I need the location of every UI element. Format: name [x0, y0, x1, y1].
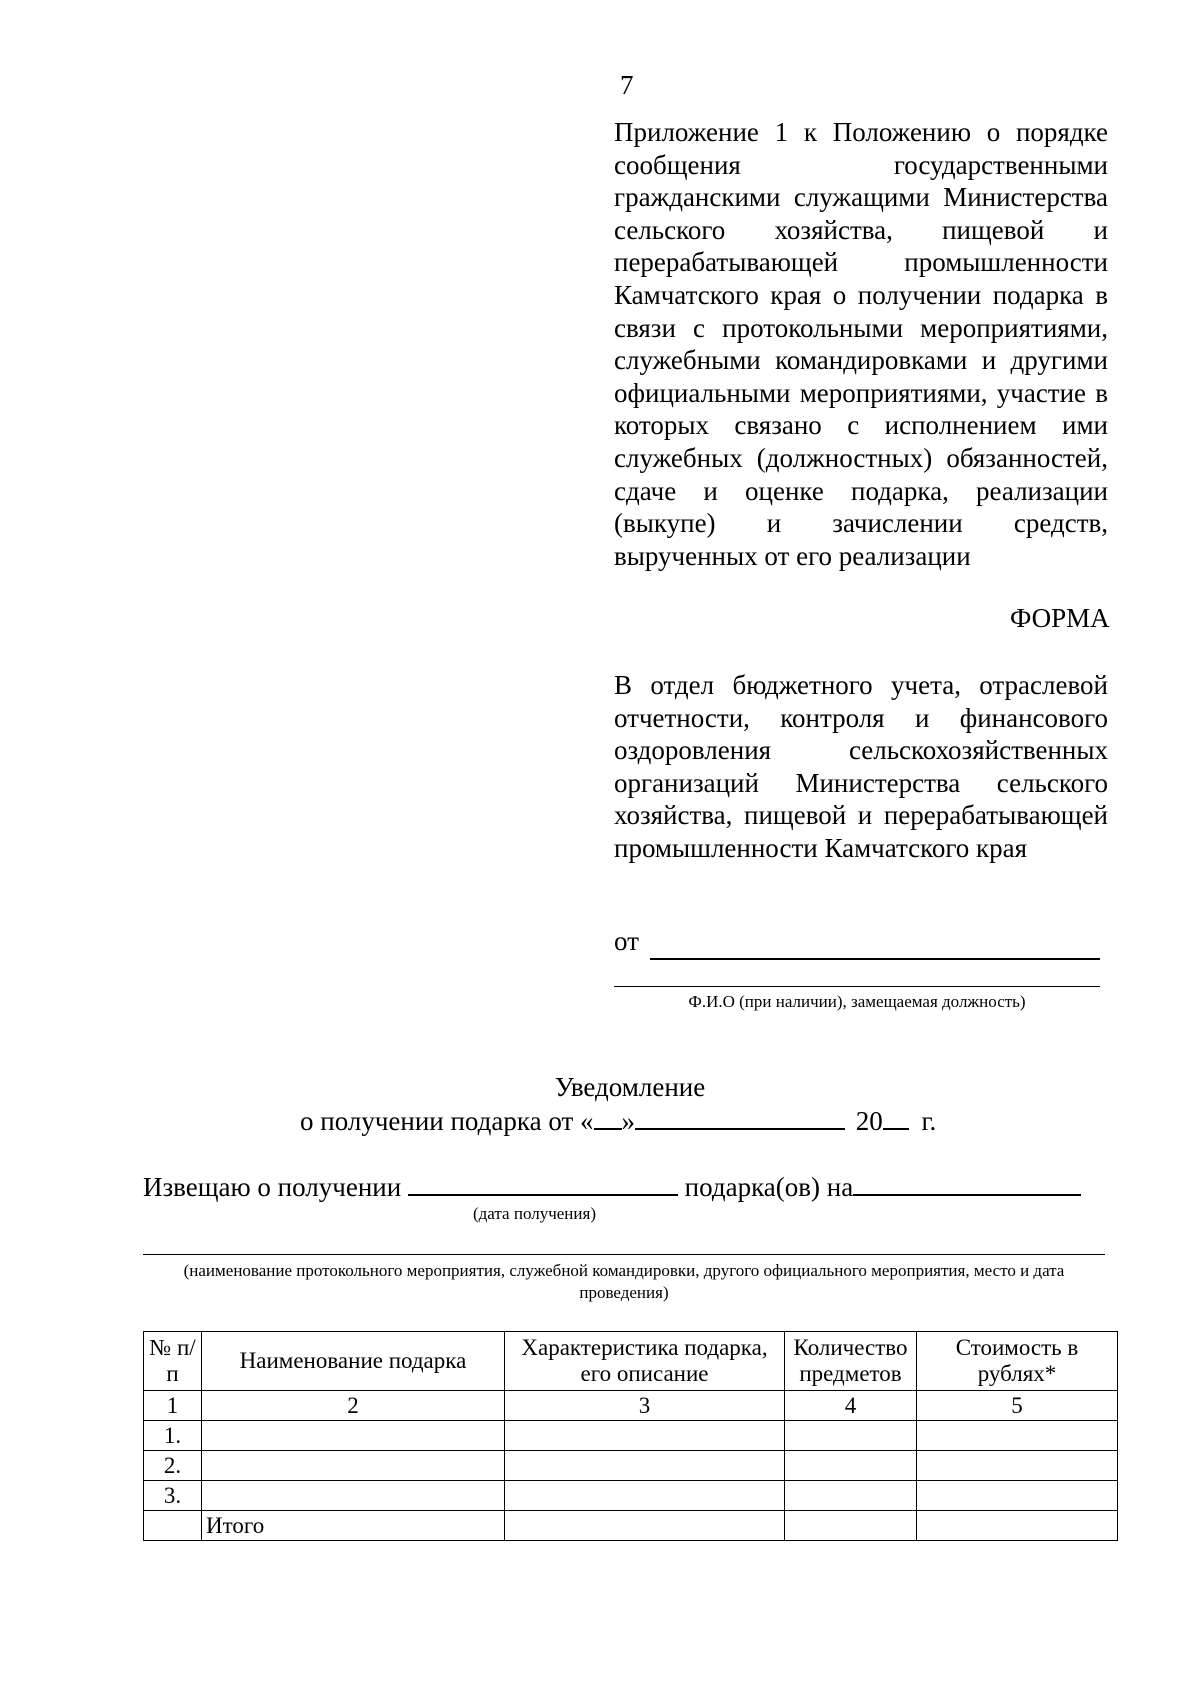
column-number: 1 — [144, 1391, 202, 1421]
event-caption: (наименование протокольного мероприятия, служебной командировки, другого официального мероприятия, место и дата проведения) — [183, 1261, 1065, 1302]
report-middle: подарка(ов) на — [684, 1172, 854, 1202]
table-row — [144, 1451, 1118, 1481]
total-description-cell[interactable] — [505, 1511, 785, 1541]
report-line — [143, 1172, 1081, 1203]
cost-cell[interactable] — [917, 1451, 1118, 1481]
row-number: 1. — [144, 1421, 202, 1451]
table-row — [144, 1481, 1118, 1511]
addressee-block: В отдел бюджетного учета, отраслевой отчетности, контроля и финансового оздоровления сельскохозяйственных организаций Министерства сельского хозяйства, пищевой и перерабатывающей промышленности Камчатского края — [614, 670, 1108, 863]
gift-name-cell[interactable] — [202, 1421, 505, 1451]
event-name-field[interactable] — [143, 1254, 1105, 1255]
event-field[interactable] — [853, 1172, 1081, 1196]
total-number-cell — [144, 1511, 202, 1541]
quantity-cell[interactable] — [785, 1481, 917, 1511]
from-field[interactable] — [650, 958, 1100, 960]
row-number: 3. — [144, 1481, 202, 1511]
quantity-cell[interactable] — [785, 1451, 917, 1481]
description-cell[interactable] — [505, 1481, 785, 1511]
gift-table — [143, 1331, 1118, 1541]
notice-title: Уведомление — [554, 1072, 706, 1102]
subtitle-year: 20 — [855, 1106, 883, 1136]
form-label: ФОРМА — [1010, 603, 1110, 633]
total-quantity-cell[interactable] — [785, 1511, 917, 1541]
total-cost-cell[interactable] — [917, 1511, 1118, 1541]
quantity-cell[interactable] — [785, 1421, 917, 1451]
cost-cell[interactable] — [917, 1421, 1118, 1451]
description-cell[interactable] — [505, 1451, 785, 1481]
column-numbers-row — [144, 1391, 1118, 1421]
column-number: 4 — [785, 1391, 917, 1421]
total-label: Итого — [202, 1511, 505, 1541]
from-label: от — [614, 926, 639, 956]
subtitle-quote-close: » — [621, 1106, 636, 1136]
fio-caption: Ф.И.О (при наличии), замещаемая должность) — [688, 992, 1026, 1011]
day-field[interactable] — [594, 1106, 622, 1130]
year-field[interactable] — [883, 1106, 909, 1130]
header-number: № п/п — [144, 1332, 202, 1391]
header-cost: Стоимость в рублях* — [917, 1332, 1118, 1391]
report-prefix: Извещаю о получении — [143, 1172, 402, 1202]
receipt-date-field[interactable] — [408, 1172, 678, 1196]
table-header-row — [144, 1332, 1118, 1391]
header-description: Характеристика подарка, его описание — [505, 1332, 785, 1391]
gift-name-cell[interactable] — [202, 1481, 505, 1511]
subtitle-prefix: о получении подарка от « — [300, 1106, 594, 1136]
column-number: 3 — [505, 1391, 785, 1421]
annex-reference: Приложение 1 к Положению о порядке сообщения государственными гражданскими служащими Министерства сельского хозяйства, пищевой и перерабатывающей промышленности Камчатского края о получении подарка в связи с протокольными мероприятиями, служебными командировками и другими официальными мероприятиями, участие в которых связано с исполнением ими служебных (должностных) обязанностей, сдаче и оценке подарка, реализации (выкупе) и зачислении средств, вырученных от его реализации — [614, 117, 1108, 571]
header-gift-name: Наименование подарка — [202, 1332, 505, 1391]
cost-cell[interactable] — [917, 1481, 1118, 1511]
table-row — [144, 1421, 1118, 1451]
column-number: 2 — [202, 1391, 505, 1421]
page-number: 7 — [620, 70, 634, 100]
row-number: 2. — [144, 1451, 202, 1481]
month-field[interactable] — [635, 1106, 845, 1130]
total-row — [144, 1511, 1118, 1541]
gift-name-cell[interactable] — [202, 1451, 505, 1481]
subtitle-suffix: г. — [921, 1106, 937, 1136]
header-quantity: Количество предметов — [785, 1332, 917, 1391]
position-field[interactable] — [614, 986, 1100, 987]
notice-subtitle — [300, 1106, 936, 1137]
date-caption: (дата получения) — [473, 1204, 596, 1223]
column-number: 5 — [917, 1391, 1118, 1421]
description-cell[interactable] — [505, 1421, 785, 1451]
